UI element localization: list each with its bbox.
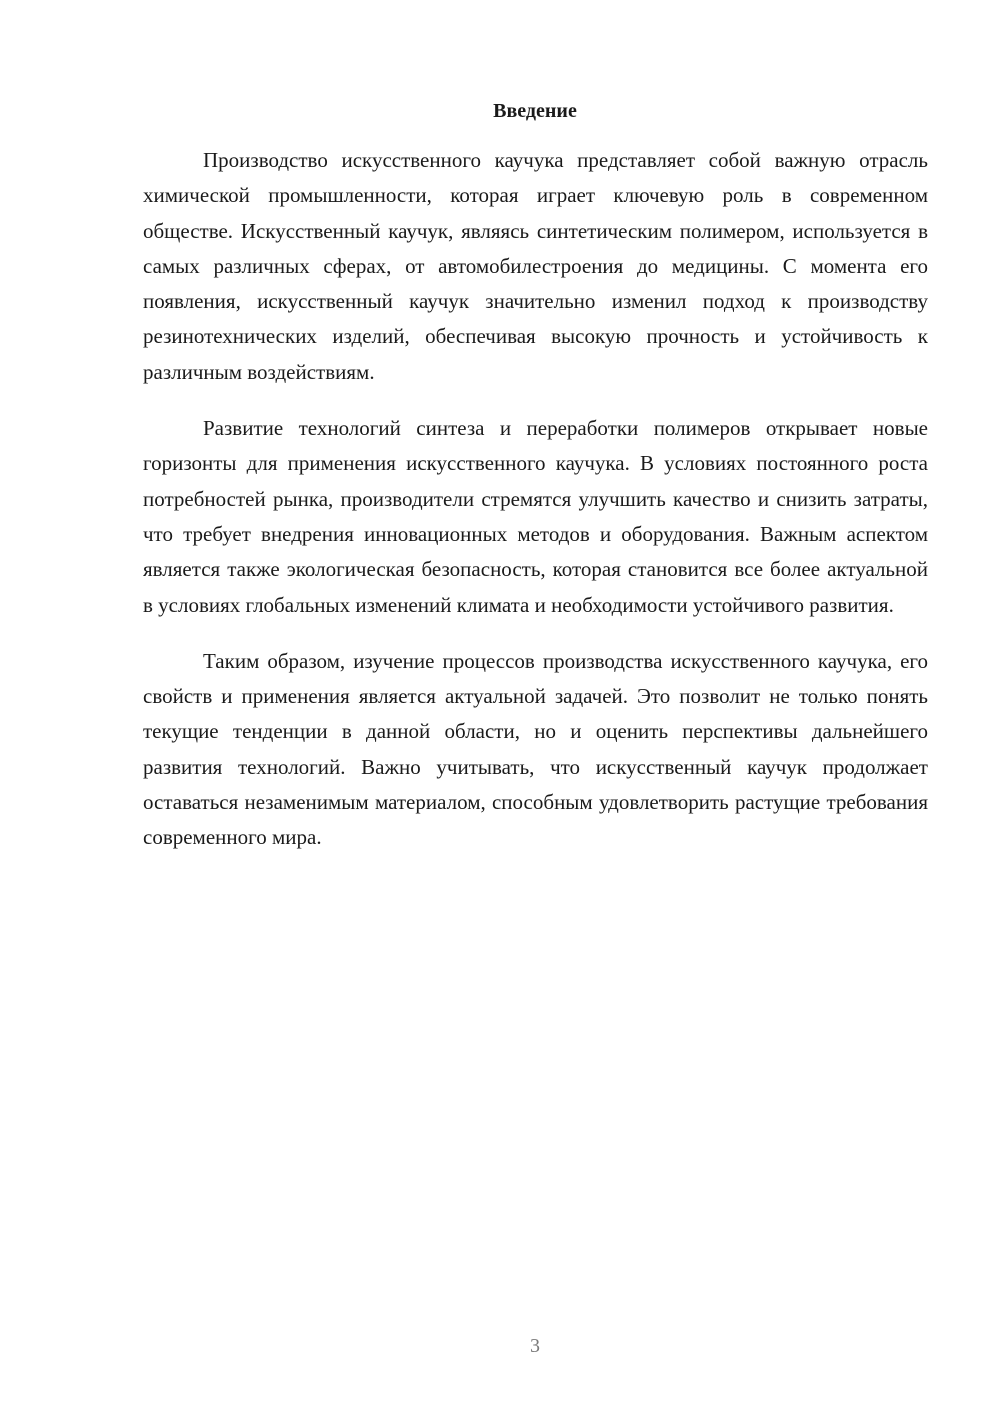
paragraph-1: Производство искусственного каучука представляет собой важную отрасль химической промышленности, которая играет ключевую роль в современном обществе. Искусственный каучук, являясь синтетическим полимером, используется в самых различных сферах, от автомобилестроения до медицины. С момента его появления, искусственный каучук значительно изменил подход к производству резинотехнических изделий, обеспечивая высокую прочность и устойчивость к различным воздействиям. (143, 148, 928, 384)
paragraph-2: Развитие технологий синтеза и переработки полимеров открывает новые горизонты для применения искусственного каучука. В условиях постоянного роста потребностей рынка, производители стремятся улучшить качество и снизить затраты, что требует внедрения инновационных методов и оборудования. Важным аспектом является также экологическая безопасность, которая становится все более актуальной в условиях глобальных изменений климата и необходимости устойчивого развития. (143, 416, 928, 617)
paragraph-3: Таким образом, изучение процессов производства искусственного каучука, его свойств и применения является актуальной задачей. Это позволит не только понять текущие тенденции в данной области, но и оценить перспективы дальнейшего развития технологий. Важно учитывать, что искусственный каучук продолжает оставаться незаменимым материалом, способным удовлетворить растущие требования современного мира. (143, 648, 928, 850)
document-body (143, 143, 928, 877)
page-title: Введение (493, 100, 577, 122)
page-number: 3 (530, 1335, 540, 1357)
